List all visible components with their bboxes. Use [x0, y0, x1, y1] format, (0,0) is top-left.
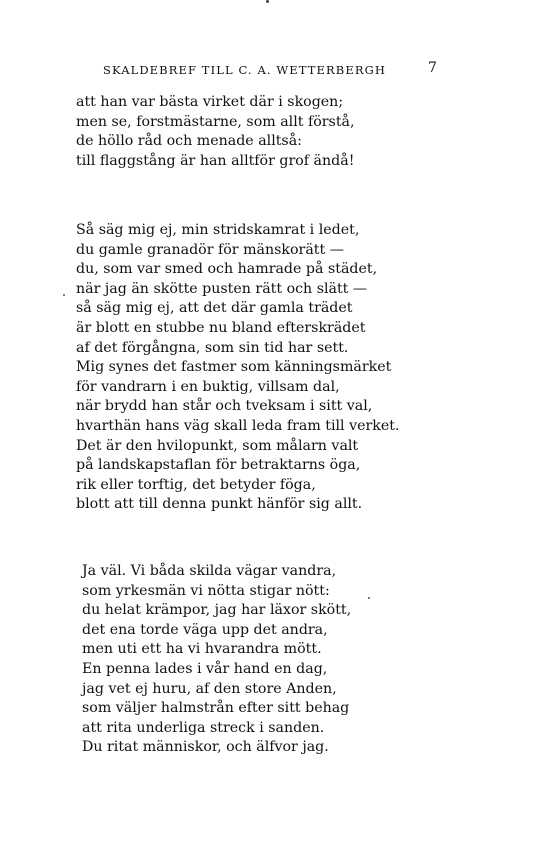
margin-speck	[368, 597, 370, 599]
poem-line: som yrkesmän vi nötta stigar nött:	[82, 582, 330, 599]
poem-line: Det är den hvilopunkt, som målarn valt	[76, 437, 359, 454]
margin-speck	[63, 294, 65, 296]
poem-line: så säg mig ej, att det där gamla trädet	[76, 300, 353, 317]
poem-line: för vandrarn i en buktig, villsam dal,	[76, 378, 340, 395]
poem-line: du gamle granadör för mänskorätt —	[76, 241, 344, 258]
poem-line: blott att till denna punkt hänför sig allt.	[76, 496, 363, 513]
poem-line: Så säg mig ej, min stridskamrat i ledet,	[76, 222, 360, 238]
poem-line: men se, forstmästarne, som allt förstå,	[76, 113, 355, 130]
poem-line: du helat krämpor, jag har läxor skött,	[82, 602, 352, 619]
poem-line: men uti ett ha vi hvarandra mött.	[82, 641, 322, 658]
poem-line: det ena torde väga upp det andra,	[82, 621, 328, 638]
stanza-2	[76, 221, 400, 515]
poem-line: att han var bästa virket där i skogen;	[76, 94, 344, 110]
poem-line: jag vet ej huru, af den store Anden,	[82, 680, 337, 697]
stanza-3	[76, 562, 351, 758]
poem-line: af det förgångna, som sin tid har sett.	[76, 339, 349, 356]
poem-line: de höllo råd och menade alltså:	[76, 133, 302, 150]
poem-line: är blott en stubbe nu bland efterskrädet	[76, 319, 366, 336]
poem-line: att rita underliga streck i sanden.	[82, 719, 325, 736]
poem-line: på landskapstaflan för betraktarns öga,	[76, 457, 361, 474]
poem-line: när jag än skötte pusten rätt och slätt —	[76, 280, 368, 297]
poem-line: Du ritat människor, och älfvor jag.	[82, 739, 329, 756]
poem-line: när brydd han står och tveksam i sitt val,	[76, 398, 373, 415]
print-speck	[266, 0, 269, 3]
poem-line: rik eller torftig, det betyder föga,	[76, 476, 316, 493]
poem-line: till flaggstång är han alltför grof ändå!	[76, 152, 355, 169]
poem-line: hvarthän hans väg skall leda fram till verket.	[76, 417, 400, 434]
poem-line: som väljer halmstrån efter sitt behag	[82, 700, 350, 717]
poem-line: Ja väl. Vi båda skilda vägar vandra,	[82, 563, 337, 579]
poem-line: En penna lades i vår hand en dag,	[82, 660, 328, 677]
page-number: 7	[428, 60, 437, 76]
poem-line: du, som var smed och hamrade på städet,	[76, 261, 378, 278]
running-header: SKALDEBREF TILL C. A. WETTERBERGH	[103, 63, 386, 77]
stanza-1	[76, 93, 355, 171]
poem-line: Mig synes det fastmer som känningsmärket	[76, 359, 392, 376]
